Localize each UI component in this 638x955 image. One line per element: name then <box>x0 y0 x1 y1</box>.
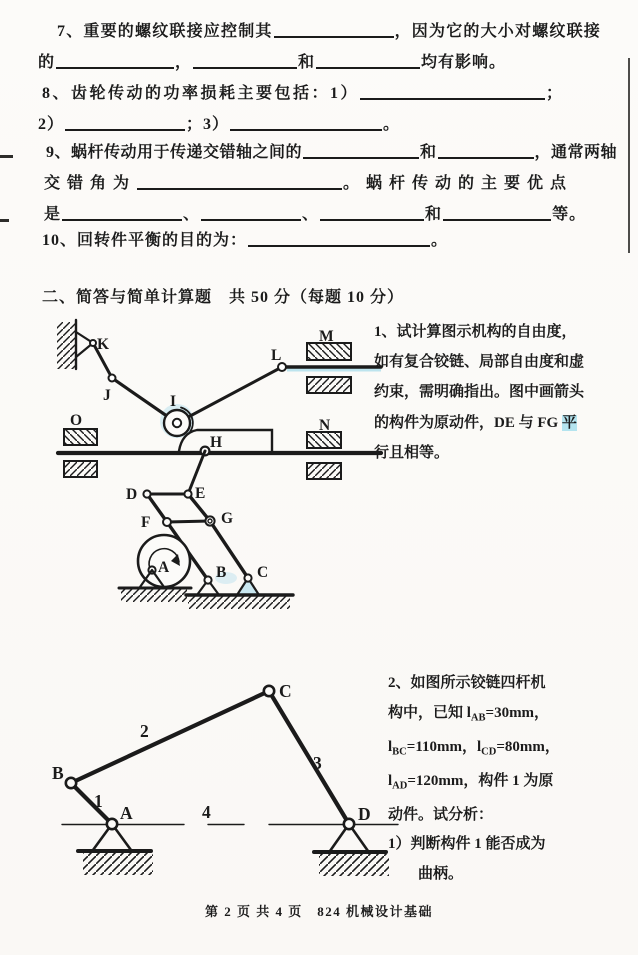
pin-B <box>204 576 211 583</box>
q1-line: 如有复合铰链、局部自由度和虚 <box>374 354 585 371</box>
label-link-2: 2 <box>140 721 149 741</box>
q1-line <box>374 408 584 438</box>
subscript: AB <box>470 712 486 723</box>
ground-hatch-D <box>319 854 389 876</box>
label-I: I <box>170 393 177 410</box>
label-B: B <box>52 763 64 783</box>
label-A: A <box>158 559 170 576</box>
label-M: M <box>319 328 334 345</box>
section-heading: 二、简答与简单计算题 共 50 分（每题 10 分） <box>42 289 405 306</box>
guide-N-upper <box>307 432 341 448</box>
label-D: D <box>126 486 138 503</box>
guide-M-upper <box>307 343 351 360</box>
q7-text: 的 <box>38 54 56 71</box>
answer-blank <box>193 67 297 69</box>
q1-line: 约束，需明确指出。图中画箭头 <box>374 384 585 401</box>
answer-blank <box>201 219 301 221</box>
label-D: D <box>358 804 371 824</box>
answer-blank <box>230 129 382 131</box>
page-footer: 第 2 页 共 4 页 824 机械设计基础 <box>204 904 434 919</box>
q9-line-3 <box>44 205 586 225</box>
pin-K <box>90 340 96 346</box>
pin-D <box>344 819 354 829</box>
answer-blank <box>248 245 430 247</box>
q7-line-2 <box>38 53 506 73</box>
answer-blank <box>65 129 185 131</box>
answer-blank <box>438 157 534 159</box>
q2-text: =110mm，l <box>406 738 482 755</box>
pin-E <box>184 490 191 497</box>
wall-hatch <box>57 322 76 369</box>
answer-blank <box>56 67 174 69</box>
q2-text: 构中，已知 l <box>388 704 471 721</box>
pin-B <box>66 778 76 788</box>
q7-text: 均有影响。 <box>421 54 507 71</box>
answer-blank <box>360 98 545 100</box>
q8-text: ； <box>546 85 565 102</box>
q9-text: ，通常两轴 <box>534 144 618 161</box>
pin-L <box>278 363 286 371</box>
q9-text: 。蜗杆传动的主要优点 <box>343 175 574 192</box>
q2-line: 2、如图所示铰链四杆机 <box>388 675 546 691</box>
link-1-AB <box>71 783 112 824</box>
label-link-3: 3 <box>313 753 322 773</box>
q8-text: 8、齿轮传动的功率损耗主要包括：1） <box>42 85 360 102</box>
ground-hatch-A <box>121 589 187 602</box>
q8-line-2 <box>38 115 400 135</box>
q9-text: 9、蜗杆传动用于传递交错轴之间的 <box>46 144 303 161</box>
answer-blank <box>62 219 182 221</box>
pin-G <box>205 516 214 525</box>
q10-text: 10、回转件平衡的目的为： <box>42 232 248 249</box>
scan-mark <box>0 219 9 222</box>
label-C: C <box>279 681 292 701</box>
pin-F <box>163 518 171 526</box>
q2-line: 1）判断构件 1 能否成为 <box>388 836 546 852</box>
question-1-text <box>374 317 584 468</box>
q9-text: 是 <box>44 206 62 223</box>
q9-text: 交错角为 <box>44 175 137 192</box>
q2-text: l <box>388 772 393 789</box>
q8-line-1 <box>42 84 565 104</box>
guide-O-lower <box>64 461 97 477</box>
subscript: BC <box>392 746 407 757</box>
q9-line-1 <box>46 143 617 163</box>
slider-block <box>179 430 272 451</box>
q10-text: 。 <box>431 232 449 249</box>
answer-blank <box>303 157 419 159</box>
q8-text: 。 <box>383 116 401 133</box>
q7-text: ， <box>175 54 193 71</box>
q7-text: ，因为它的大小对螺纹联接 <box>394 23 602 40</box>
scan-edge-line <box>628 58 630 253</box>
q1-text-highlighted: 平 <box>561 414 577 431</box>
pin-A <box>107 819 117 829</box>
q2-text: l <box>388 738 393 755</box>
pin-D <box>143 490 150 497</box>
label-O: O <box>70 412 83 429</box>
label-link-1: 1 <box>94 791 103 811</box>
q2-text: =30mm， <box>485 704 550 721</box>
q7-line-1 <box>57 22 601 42</box>
q9-text: 和 <box>425 206 443 223</box>
label-C: C <box>257 564 269 581</box>
pin-I <box>173 419 181 427</box>
scan-mark <box>0 155 13 158</box>
subscript: AD <box>392 780 408 791</box>
subscript: CD <box>481 746 497 757</box>
fourbar-linkage-diagram <box>30 655 430 900</box>
label-K: K <box>97 336 110 353</box>
label-N: N <box>319 417 331 434</box>
q8-text: ；3） <box>186 116 230 133</box>
ground-hatch-BC <box>188 596 290 609</box>
q9-line-2 <box>44 174 573 194</box>
q2-text: =120mm，构件 1 为原 <box>407 772 554 789</box>
q1-line: 行且相等。 <box>374 444 450 461</box>
label-G: G <box>221 510 234 527</box>
pin-C <box>264 686 274 696</box>
label-L: L <box>271 347 282 364</box>
q1-text: 的构件为原动件，DE 与 FG <box>374 414 562 431</box>
ground-hatch-A <box>83 853 153 875</box>
guide-N-lower <box>307 463 341 479</box>
q9-text: 、 <box>302 206 320 223</box>
q7-text: 7、重要的螺纹联接应控制其 <box>57 23 273 40</box>
answer-blank <box>320 219 424 221</box>
link-3-CD <box>269 691 349 824</box>
q9-text: 、 <box>183 206 201 223</box>
q9-text: 和 <box>420 144 437 161</box>
q2-text: =80mm， <box>496 738 560 755</box>
guide-M-lower <box>307 377 351 393</box>
q7-text: 和 <box>298 54 316 71</box>
answer-blank <box>443 219 551 221</box>
link-IL <box>177 367 282 423</box>
q2-line: 曲柄。 <box>418 865 464 882</box>
label-B: B <box>216 564 227 581</box>
q10-line <box>42 231 448 251</box>
q8-text: 2） <box>38 116 65 133</box>
label-F: F <box>141 514 151 531</box>
link-2-BC <box>71 691 269 783</box>
q9-text: 等。 <box>552 206 587 223</box>
label-link-4: 4 <box>202 802 211 822</box>
answer-blank <box>316 67 420 69</box>
answer-blank <box>137 188 342 190</box>
label-J: J <box>103 387 111 404</box>
mechanism-diagram-1 <box>40 312 385 610</box>
q2-line: 动件。试分析： <box>388 806 494 823</box>
answer-blank <box>274 36 394 38</box>
label-H: H <box>210 434 223 451</box>
guide-O-upper <box>64 429 97 445</box>
pin-J <box>109 375 116 382</box>
label-E: E <box>195 485 206 502</box>
pin-C <box>244 574 251 581</box>
link-FG <box>167 521 210 522</box>
label-A: A <box>120 803 133 823</box>
q1-line: 1、试计算图示机构的自由度， <box>374 324 577 340</box>
